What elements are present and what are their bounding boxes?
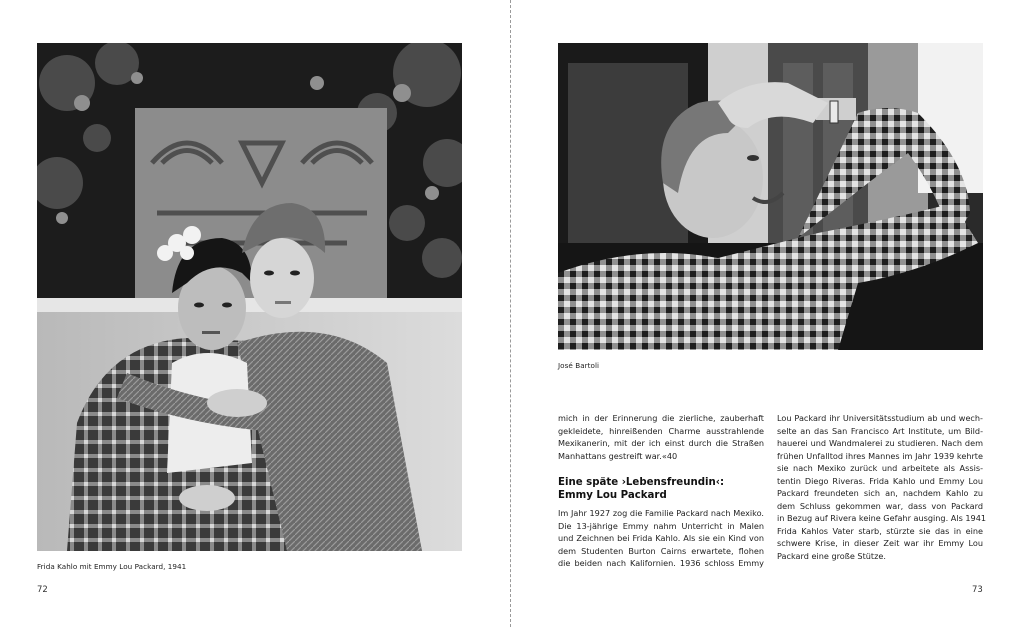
text-line: Im Jahr 1927 zog die Familie Packard nach Mexiko.	[558, 508, 764, 518]
paragraph-packard-continued	[777, 412, 987, 562]
text-line: dem Schluss gekommen war, dass von Packard	[777, 500, 983, 511]
text-line: tentin Diego Riveras. Frida Kahlo und Emmy Lou	[777, 475, 983, 486]
text-line: mich in der Erinnerung die zierliche, zauberhaft	[558, 413, 764, 423]
text-column-2	[777, 412, 987, 562]
section-heading	[558, 477, 764, 502]
photo-caption-left: Frida Kahlo mit Emmy Lou Packard, 1941	[37, 562, 187, 571]
page-number-right: 73	[972, 585, 983, 595]
text-line: Lou Packard ihr Universitätsstudium ab und wech-	[777, 413, 983, 423]
text-column-1	[558, 412, 764, 570]
text-line: selte an das San Francisco Art Institute, um Bild-	[777, 425, 983, 436]
heading-line: Emmy Lou Packard	[558, 489, 667, 501]
text-line: die beiden nach Kalifornien. 1936 schloss Emmy	[558, 558, 764, 568]
text-line: hauerei und Wandmalerei zu studieren. Nach dem	[777, 438, 983, 448]
text-line: Packard freundeten sich an, nachdem Kahlo zu	[777, 488, 983, 498]
text-line: Frida Kahlos Vater starb, stürzte sie das in eine	[777, 525, 983, 536]
photo-kahlo-packard	[37, 43, 462, 551]
text-line: Packard eine große Stütze.	[777, 550, 886, 561]
text-line: Manhattans gestreift war.«40	[558, 450, 678, 461]
text-line: schwere Krise, in dieser Zeit war ihr Emmy Lou	[777, 538, 983, 548]
text-line: sie nach Mexiko zurück und arbeitete als Assis-	[777, 463, 983, 473]
paragraph-packard-intro	[558, 507, 764, 570]
heading-line: Eine späte ›Lebensfreundin‹:	[558, 477, 725, 488]
page-number-left: 72	[37, 585, 48, 595]
page-gutter-divider	[510, 0, 511, 627]
text-line: gekleidete, hinreißenden Charme ausstrahlende	[558, 425, 764, 436]
text-line: frühen Unfalltod ihres Mannes im Jahr 1939 kehrte	[777, 450, 983, 461]
text-line: Mexikanerin, mit der ich einst durch die Straßen	[558, 438, 764, 448]
paragraph-quote-end	[558, 412, 764, 462]
text-line: und Zeichnen bei Frida Kahlo. Als sie ein Kind von	[558, 533, 764, 543]
text-line: dem Studenten Burton Cairns erwartete, flohen	[558, 545, 764, 556]
text-line: Die 13-jährige Emmy nahm Unterricht in Malen	[558, 520, 764, 531]
photo-jose-bartoli	[558, 43, 983, 350]
text-line: in Bezug auf Rivera keine Gefahr ausging. Als 1941	[777, 513, 987, 523]
photo-caption-right: José Bartoli	[558, 361, 600, 370]
